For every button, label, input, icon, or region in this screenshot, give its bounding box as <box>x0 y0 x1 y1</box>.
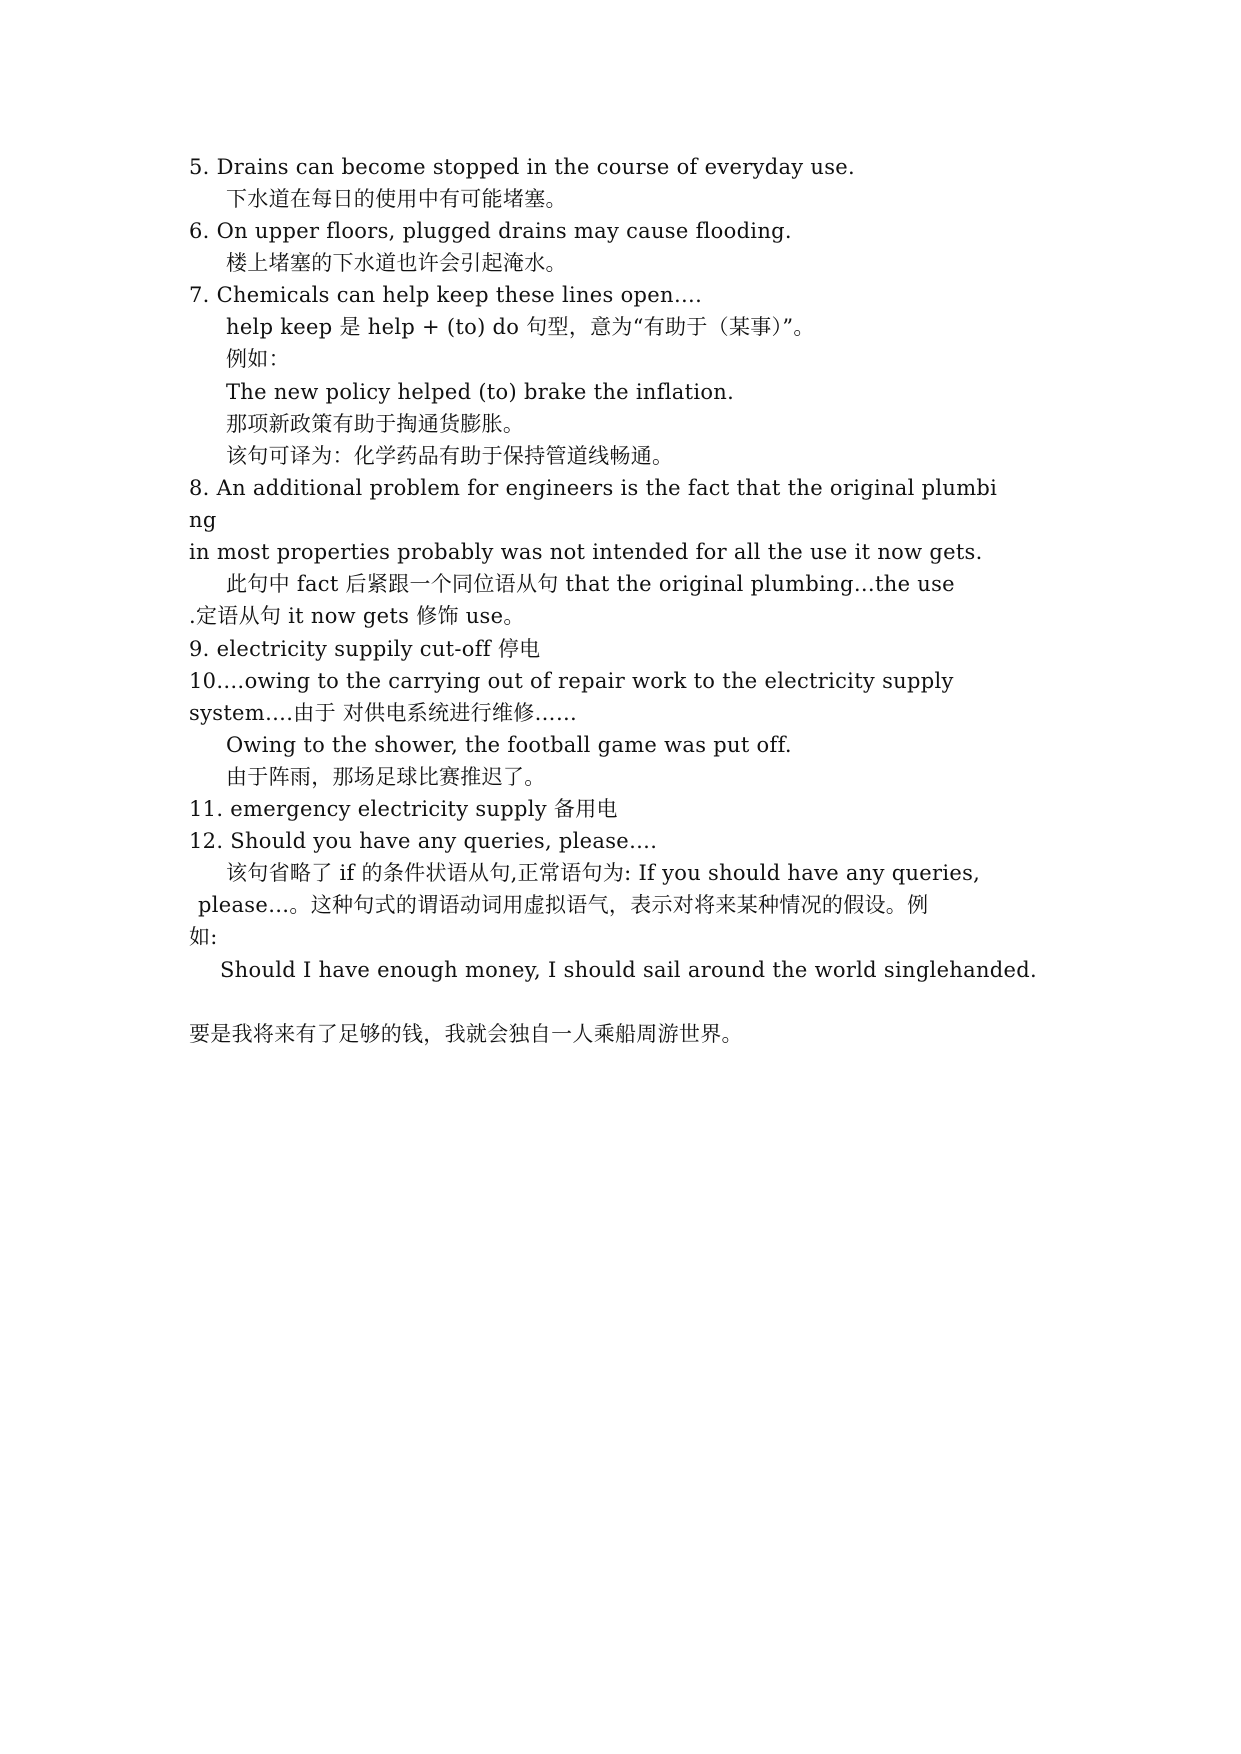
item-10-example-translation: 由于阵雨，那场足球比赛推迟了。 <box>226 765 546 789</box>
item-9-text: 9. electricity suppily cut-off 停电 <box>189 637 541 661</box>
item-10-example-sentence: Owing to the shower, the football game was put off. <box>226 733 792 757</box>
item-10-text: 10.…owing to the carrying out of repair work to the electricity supply <box>189 669 954 693</box>
item-7-example-translation: 那项新政策有助于掏通货膨胀。 <box>226 412 525 436</box>
item-7-text: 7. Chemicals can help keep these lines open…. <box>189 283 703 307</box>
item-12-example-translation: 要是我将来有了足够的钱，我就会独自一人乘船周游世界。 <box>189 1022 743 1046</box>
item-12-note-end: 如: <box>189 925 218 949</box>
item-5-text: 5. Drains can become stopped in the course of everyday use. <box>189 155 856 179</box>
item-8-text: 8. An additional problem for engineers is the fact that the original plumbi <box>189 476 998 500</box>
item-8-note-continued: .定语从句 it now gets 修饰 use。 <box>189 604 525 628</box>
item-12-note-continued: please…。这种句式的谓语动词用虚拟语气，表示对将来某种情况的假设。例 <box>198 893 929 917</box>
item-8-text-wrap: ng <box>189 508 217 532</box>
item-10-text-continued: system….由于 对供电系统进行维修…… <box>189 701 578 725</box>
item-6-translation: 楼上堵塞的下水道也许会引起淹水。 <box>226 251 567 275</box>
item-11-text: 11. emergency electricity supply 备用电 <box>189 797 618 821</box>
item-7-note: help keep 是 help + (to) do 句型，意为“有助于（某事）”。 <box>226 315 815 339</box>
item-12-note: 该句省略了 if 的条件状语从句,正常语句为: If you should have any queries, <box>226 861 981 885</box>
item-8-note: 此句中 fact 后紧跟一个同位语从句 that the original plumbing…the use <box>226 572 955 596</box>
item-7-translation: 该句可译为：化学药品有助于保持管道线畅通。 <box>226 444 674 468</box>
item-7-example-sentence: The new policy helped (to) brake the inflation. <box>226 380 735 404</box>
item-12-example-sentence: Should I have enough money, I should sail around the world singlehanded. <box>220 958 1037 982</box>
item-7-example-label: 例如： <box>226 347 290 371</box>
item-8-text-continued: in most properties probably was not intended for all the use it now gets. <box>189 540 983 564</box>
item-12-text: 12. Should you have any queries, please…. <box>189 829 658 853</box>
item-5-translation: 下水道在每日的使用中有可能堵塞。 <box>226 187 567 211</box>
item-6-text: 6. On upper floors, plugged drains may cause flooding. <box>189 219 792 243</box>
